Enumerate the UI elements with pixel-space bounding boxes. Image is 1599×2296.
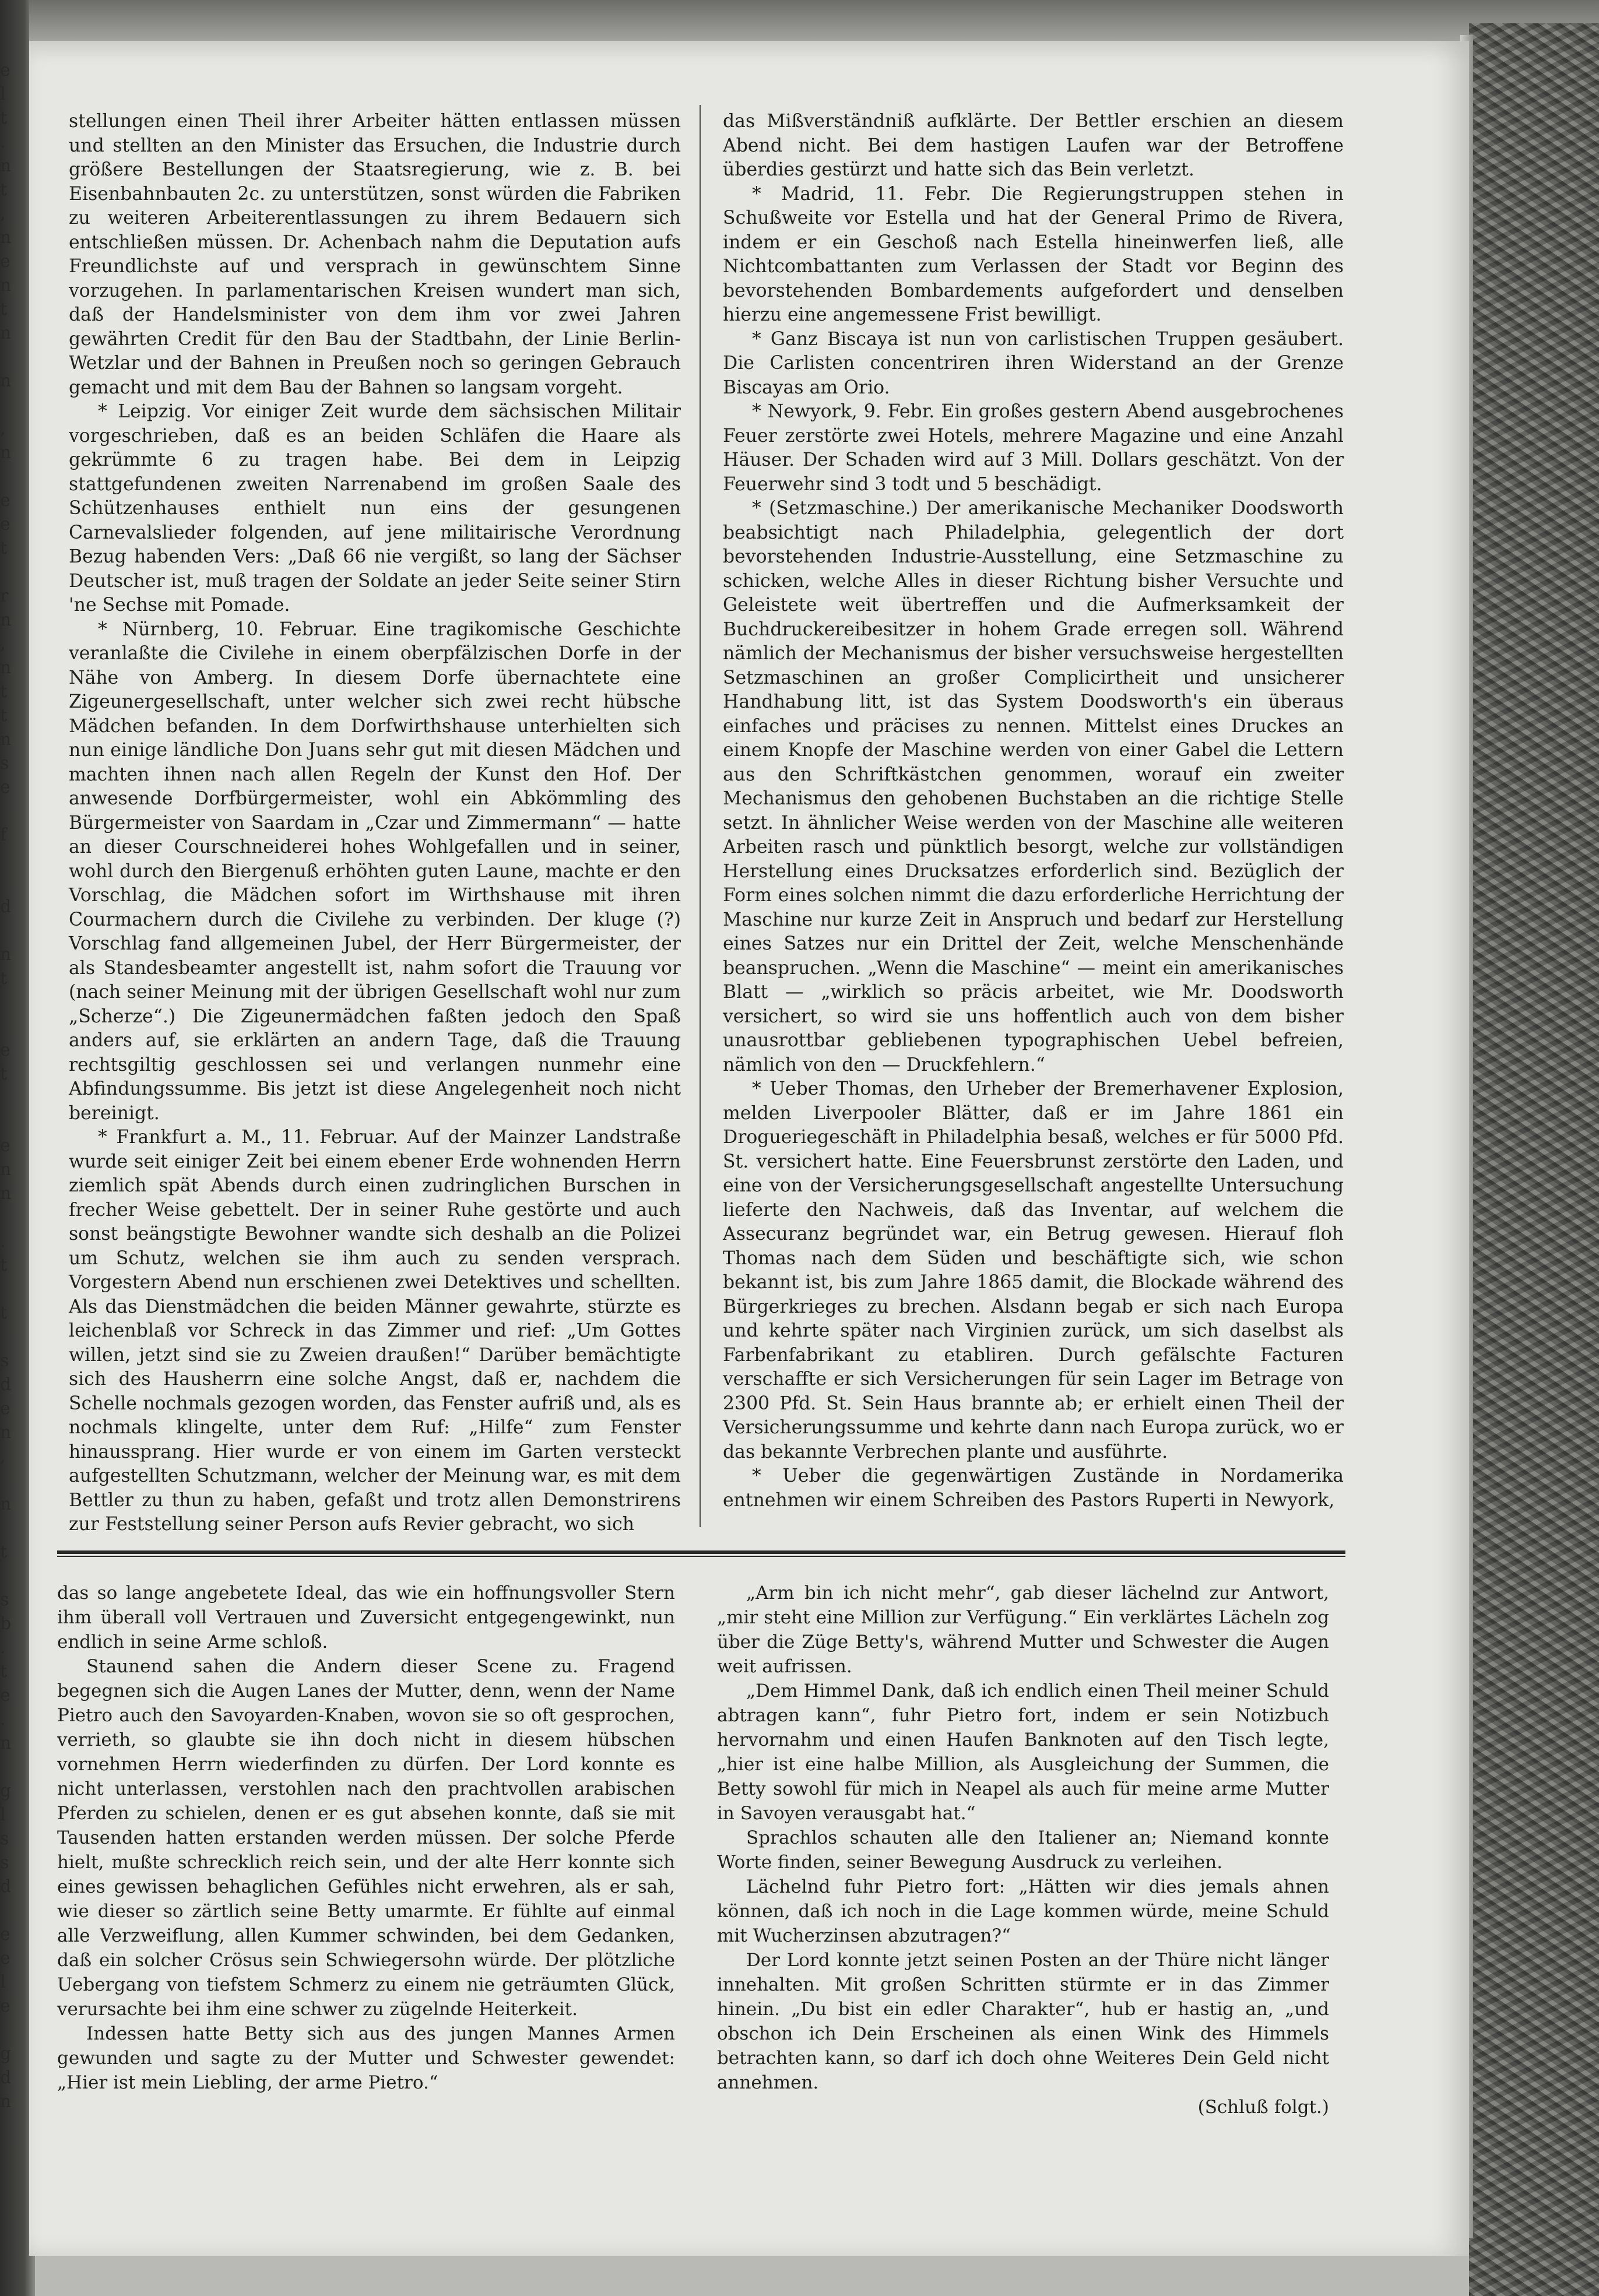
feuilleton-column-left [57, 1581, 675, 2095]
news-paragraph: stellungen einen Theil ihrer Arbeiter hätten entlassen müssen und stellten an den Minister das Ersuchen, die Industrie durch größere Bestellungen der Staatsregierung, wie z. B. bei Eisenbahnbauten 2c. zu unterstützen, sonst würden die Fabriken zu weiteren Arbeiterentlassungen zu ihrem Bedauern sich entschließen müssen. Dr. Achenbach nahm die Deputation aufs Freundlichste auf und versprach in gewünschtem Sinne vorzugehen. In parlamentarischen Kreisen wundert man sich, daß der Handelsminister von dem ihm vor zwei Jahren gewährten Credit für den Bau der Stadtbahn, der Linie Berlin-Wetzlar und der Bahnen in Preußen noch so geringen Gebrauch gemacht und mit dem Bau der Bahnen so langsam vorgeht. [69, 111, 681, 398]
news-item-leipzig: * Leipzig. Vor einiger Zeit wurde dem sächsischen Militair vorgeschrieben, daß es an beiden Schläfen die Haare als gekrümmte 6 zu tragen habe. Bei dem in Leipzig stattgefundenen zweiten Narrenabend im großen Saale des Schützenhauses enthielt nun eins der gesungenen Carnevalslieder folgenden, auf jene militairische Verordnung Bezug habenden Vers: „Daß 66 nie vergißt, so lang der Sächser Deutscher ist, muß tragen der Soldate an jeder Seite seiner Stirn 'ne Sechse mit Pomade. [69, 401, 681, 616]
story-paragraph: Indessen hatte Betty sich aus des jungen Mannes Armen gewunden und sagte zu der Mutter und Schwester gewendet: „Hier ist mein Liebling, der arme Pietro.“ [57, 2023, 675, 2093]
feuilleton-separator-rule [57, 1550, 1345, 1554]
news-column-left [69, 110, 681, 1537]
story-paragraph: Der Lord konnte jetzt seinen Posten an der Thüre nicht länger innehalten. Mit großen Schritten stürmte er in das Zimmer hinein. „Du bist ein edler Charakter“, hub er hastig an, „und obschon ich Dein Erscheinen als einen Wink des Himmels betrachten kann, so darf ich doch ohne Weiteres Dein Geld nicht annehmen. [717, 1950, 1329, 2093]
news-item-frankfurt: * Frankfurt a. M., 11. Februar. Auf der Mainzer Landstraße wurde seit einiger Zeit bei einem ebener Erde wohnenden Herrn ziemlich spät Abends durch einen zudringlichen Burschen in frecher Weise gebettelt. Der in seiner Ruhe gestörte und auch sonst beängstigte Bewohner wandte sich deshalb an die Polizei um Schutz, welchen sie ihm auch zu senden versprach. Vorgestern Abend nun erschienen zwei Detektives und schellten. Als das Dienstmädchen die beiden Männer gewahrte, stürzte es leichenblaß vor Schreck in das Zimmer und rief: „Um Gottes willen, jetzt sind sie zu Zweien draußen!“ Darüber bemächtigte sich des Hausherrn eine solche Angst, daß er, nachdem die Schelle nochmals gezogen worden, das Fenster aufriß und, als es nochmals klingelte, unter dem Ruf: „Hilfe“ zum Fenster hinaussprang. Hier wurde er von einem im Garten versteckt aufgestellten Schutzmann, welcher der Meinung war, es mit dem Bettler zu thun zu haben, gefaßt und trotz allen Demonstrirens zur Feststellung seiner Person aufs Revier gebracht, wo sich [69, 1127, 681, 1535]
news-item-nordamerika: * Ueber die gegenwärtigen Zustände in Nordamerika entnehmen wir einem Schreiben des Pastors Ruperti in Newyork, [723, 1465, 1344, 1511]
story-paragraph: Sprachlos schauten alle den Italiener an; Niemand konnte Worte finden, seiner Bewegung Ausdruck zu verleihen. [717, 1827, 1329, 1873]
news-item-setzmaschine: * (Setzmaschine.) Der amerikanische Mechaniker Doodsworth beabsichtigt nach Philadelphia, gelegentlich der dort bevorstehenden Industrie-Ausstellung, eine Setzmaschine zu schicken, welche Alles in dieser Richtung bisher Versuchte und Geleistete weit übertreffen und die Aufmerksamkeit der Buchdruckereibesitzer in hohem Grade erregen soll. Während nämlich der Mechanismus der bisher versuchsweise hergestellten Setzmaschinen an großer Complicirtheit und unsicherer Handhabung litt, ist das System Doodsworth's ein überaus einfaches und präcises zu nennen. Mittelst eines Druckes an einem Knopfe der Maschine werden von einer Gabel die Lettern aus den Schriftkästchen genommen, worauf ein zweiter Mechanismus den gehobenen Buchstaben an die richtige Stelle setzt. In ähnlicher Weise werden von der Maschine alle weiteren Arbeiten rasch und pünktlich besorgt, welche zur vollständigen Herstellung eines Drucksatzes erforderlich sind. Bezüglich der Form eines solchen nimmt die dazu erforderliche Herrichtung der Maschine nur kurze Zeit in Anspruch und bedarf zur Herstellung eines Satzes nur ein Drittel der Zeit, welche Menschenhände beanspruchen. „Wenn die Maschine“ — meint ein amerikanisches Blatt — „wirklich so präcis arbeitet, wie Mr. Doodsworth versichert, so wird sie uns hoffentlich auch von dem bisher unausrottbar gebliebenen typographischen Uebel befreien, nämlich von den — Druckfehlern.“ [723, 498, 1344, 1075]
story-paragraph: „Arm bin ich nicht mehr“, gab dieser lächelnd zur Antwort, „mir steht eine Million zur Verfügung.“ Ein verklärtes Lächeln zog über die Züge Betty's, während Mutter und Schwester die Augen weit aufrissen. [717, 1583, 1329, 1677]
previous-page-edge-text: e l t . n t , n e n t n n , n e e t r n , n t t n s e f d n t e t e n n . t t s d e n , n t s b . t e . n g l s s d e e l e g d n [0, 60, 12, 2112]
column-divider [700, 105, 701, 1527]
story-paragraph: das so lange angebetete Ideal, das wie ein hoffnungsvoller Stern ihm überall voll Vertrauen und Zuversicht entgegengewinkt, nun endlich in seine Arme schloß. [57, 1583, 675, 1652]
story-paragraph: „Dem Himmel Dank, daß ich endlich einen Theil meiner Schuld abtragen kann“, fuhr Pietro fort, indem er sein Notizbuch hervornahm und einen Haufen Banknoten auf den Tisch legte, „hier ist eine halbe Million, als Ausgleichung der Summen, die Betty sowohl für mich in Neapel als auch für meine arme Mutter in Savoyen verausgabt hat.“ [717, 1680, 1329, 1824]
news-paragraph: das Mißverständniß aufklärte. Der Bettler erschien an diesem Abend nicht. Bei dem hastigen Laufen war der Betroffene überdies gestürzt und hatte sich das Bein verletzt. [723, 111, 1344, 180]
news-item-madrid: * Madrid, 11. Febr. Die Regierungstruppen stehen in Schußweite vor Estella und hat der General Primo de Rivera, indem er ein Geschoß nach Estella hineinwerfen ließ, alle Nichtcombattanten zum Verlassen der Stadt vor Beginn des bevorstehenden Bombardements aufgefordert und denselben hierzu eine angemessene Frist bewilligt. [723, 183, 1344, 325]
feuilleton-column-right [717, 1581, 1329, 2119]
story-paragraph: Staunend sahen die Andern dieser Scene zu. Fragend begegnen sich die Augen Lanes der Mutter, denn, wenn der Name Pietro auch den Savoyarden-Knaben, wovon sie so oft gesprochen, verrieth, so glaubte sie ihn doch nicht in diesem hübschen vornehmen Herrn wiederfinden zu dürfen. Der Lord konnte es nicht unterlassen, verstohlen nach den prachtvollen arabischen Pferden zu schielen, denen er es gut absehen konnte, daß sie mit Tausenden hatten erstanden werden müssen. Der solche Pferde hielt, mußte schrecklich reich sein, und der alte Herr konnte sich eines gewissen behaglichen Gefühles nicht erwehren, als er sah, wie dieser so zärtlich seine Betty umarmte. Er fühlte auf einmal alle Verzweiflung, allen Kummer schwinden, bei dem Gedanken, daß ein solcher Crösus sein Schwiegersohn würde. Der plötzliche Uebergang von tiefstem Schmerz zu einem nie geträumten Glück, verursachte bei ihm eine schwer zu zügelnde Heiterkeit. [57, 1656, 675, 2020]
marbled-book-cover [1469, 23, 1599, 2296]
feuilleton-separator-rule-thin [57, 1556, 1345, 1557]
news-item-newyork: * Newyork, 9. Febr. Ein großes gestern Abend ausgebrochenes Feuer zerstörte zwei Hotels, mehrere Magazine und eine Anzahl Häuser. Der Schaden wird auf 3 Mill. Dollars geschätzt. Von der Feuerwehr sind 3 todt und 5 beschädigt. [723, 401, 1344, 495]
news-item-nuernberg: * Nürnberg, 10. Februar. Eine tragikomische Geschichte veranlaßte die Civilehe in einem oberpfälzischen Dorfe in der Nähe von Amberg. In diesem Dorfe übernachtete eine Zigeunergesellschaft, unter welcher sich zwei recht hübsche Mädchen befanden. In dem Dorfwirthshause unterhielten sich nun einige ländliche Don Juans sehr gut mit diesen Mädchen und machten ihnen nach allen Regeln der Kunst den Hof. Der anwesende Dorfbürgermeister, wohl ein Abkömmling des Bürgermeister von Saardam in „Czar und Zimmermann“ — hatte an dieser Courschneiderei hohes Wohlgefallen und in seiner, wohl durch den Biergenuß erhöhten guten Laune, machte er den Vorschlag, die Mädchen sofort im Wirthshause mit ihren Courmachern durch die Civilehe zu verbinden. Der kluge (?) Vorschlag fand allgemeinen Jubel, der Herr Bürgermeister, der als Standesbeamter angestellt ist, nahm sofort die Trauung vor (nach seiner Meinung mit der übrigen Gesellschaft wohl nur zum „Scherze“.) Die Zigeunermädchen faßten jedoch den Spaß anders auf, sie erklärten an andern Tage, daß die Trauung rechtsgiltig geschlossen sei und verlangen nunmehr eine Abfindungssumme. Bis jetzt ist diese Angelegenheit noch nicht bereinigt. [69, 618, 681, 1124]
news-item-thomas: * Ueber Thomas, den Urheber der Bremerhavener Explosion, melden Liverpooler Blätter, daß er im Jahre 1861 ein Drogueriegeschäft in Philadelphia besaß, welches er für 5000 Pfd. St. versichert hatte. Eine Feuersbrunst zerstörte den Laden, und eine von der Versicherungsgesellschaft angestellte Untersuchung lieferte den Nachweis, daß das Inventar, auf welchem die Assecuranz begründet war, ein Betrug gewesen. Hierauf floh Thomas nach dem Süden und beschäftigte sich, wie schon bekannt ist, bis zum Jahre 1865 damit, die Blockade während des Bürgerkrieges zu brechen. Alsdann begab er sich nach Europa und kehrte später nach Virginien zurück, um sich daselbst als Farbenfabrikant zu etabliren. Durch gefälschte Facturen verschaffte er sich Versicherungen für sein Lager im Betrage von 2300 Pfd. St. Sein Haus brannte ab; er erhielt einen Theil der Versicherungssumme und kehrte dann nach Europa zurück, wo er das bekannte Verbrechen plante und ausführte. [723, 1078, 1344, 1462]
news-item-biscaya: * Ganz Biscaya ist nun von carlistischen Truppen gesäubert. Die Carlisten concentriren ihren Widerstand an der Grenze Biscayas am Orio. [723, 328, 1344, 398]
scan-top-shadow [29, 0, 1599, 47]
news-column-right [723, 110, 1344, 1513]
to-be-concluded-note: (Schluß folgt.) [1197, 2097, 1329, 2118]
story-paragraph: Lächelnd fuhr Pietro fort: „Hätten wir dies jemals ahnen können, daß ich noch in die Lage kommen würde, meine Schuld mit Wucherzinsen abzutragen?“ [717, 1876, 1329, 1946]
